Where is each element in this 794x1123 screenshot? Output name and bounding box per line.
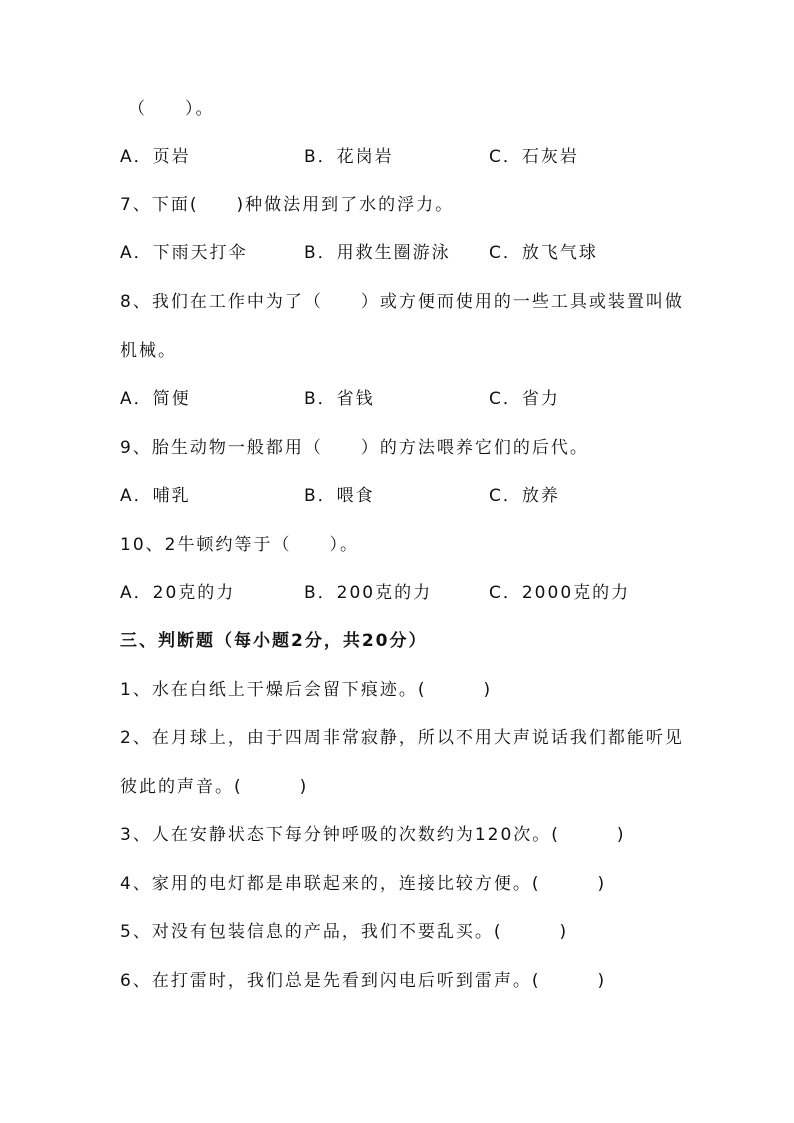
tf-item-1: 1、水在白纸上干燥后会留下痕迹。( ) xyxy=(120,680,493,700)
q8-continuation: 机械。 xyxy=(120,341,177,361)
section-heading: 三、判断题（每小题2分，共20分） xyxy=(120,631,428,651)
q6-continuation: （ ）。 xyxy=(128,99,215,119)
q8-question: 8、我们在工作中为了（ ）或方便而使用的一些工具或装置叫做 xyxy=(120,292,684,312)
q6-option-a: A．页岩 xyxy=(120,147,191,167)
tf-item-2-continuation: 彼此的声音。( ) xyxy=(120,777,309,797)
q10-option-b: B．200克的力 xyxy=(304,583,433,603)
q6-option-b: B．花岗岩 xyxy=(304,147,394,167)
tf-item-2: 2、在月球上，由于四周非常寂静，所以不用大声说话我们都能听见 xyxy=(120,728,684,748)
q7-option-a: A．下雨天打伞 xyxy=(120,243,248,263)
q8-option-c: C．省力 xyxy=(489,389,560,409)
tf-item-4: 4、家用的电灯都是串联起来的，连接比较方便。( ) xyxy=(120,874,607,894)
q9-question: 9、胎生动物一般都用（ ）的方法喂养它们的后代。 xyxy=(120,438,589,458)
q10-question: 10、2牛顿约等于（ ）。 xyxy=(120,535,359,555)
tf-item-6: 6、在打雷时，我们总是先看到闪电后听到雷声。( ) xyxy=(120,971,607,991)
q6-option-c: C．石灰岩 xyxy=(489,147,579,167)
q7-option-c: C．放飞气球 xyxy=(489,243,598,263)
q9-option-c: C．放养 xyxy=(489,486,560,506)
tf-item-5: 5、对没有包装信息的产品，我们不要乱买。( ) xyxy=(120,922,569,942)
tf-item-3: 3、人在安静状态下每分钟呼吸的次数约为120次。( ) xyxy=(120,825,626,845)
q9-option-a: A．哺乳 xyxy=(120,486,191,506)
q9-option-b: B．喂食 xyxy=(304,486,375,506)
q8-option-a: A．简便 xyxy=(120,389,191,409)
q10-option-c: C．2000克的力 xyxy=(489,583,631,603)
q8-option-b: B．省钱 xyxy=(304,389,375,409)
q10-option-a: A．20克的力 xyxy=(120,583,236,603)
q7-question: 7、下面( )种做法用到了水的浮力。 xyxy=(120,195,455,215)
q7-option-b: B．用救生圈游泳 xyxy=(304,243,451,263)
